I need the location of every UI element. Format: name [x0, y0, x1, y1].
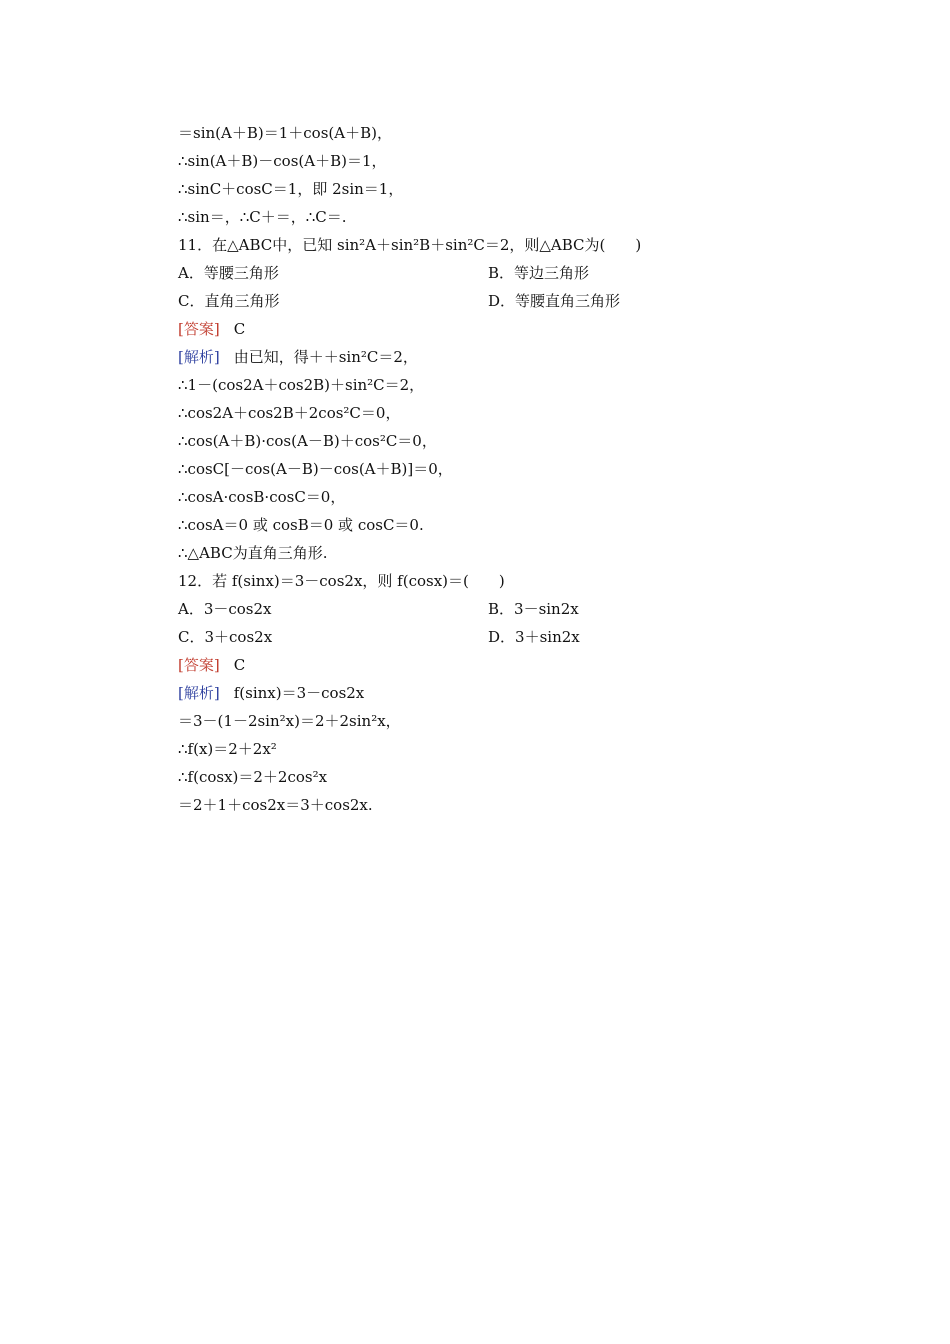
analysis-tag: [解析]: [178, 348, 220, 366]
option-d: D．等腰直角三角形: [488, 292, 621, 310]
option-c: C．3＋cos2x: [178, 628, 273, 646]
analysis-line: ∴cosC[－cos(A－B)－cos(A＋B)]＝0，: [178, 460, 453, 478]
option-b: B．等边三角形: [488, 264, 590, 282]
question-12-stem: 12．若 f(sinx)＝3－cos2x，则 f(cosx)＝( ): [178, 572, 505, 590]
text-line: ∴sinC＋cosC＝1，即 2sin＝1，: [178, 180, 404, 198]
text-line: ＝sin(A＋B)＝1＋cos(A＋B)，: [178, 124, 392, 142]
option-d: D．3＋sin2x: [488, 628, 580, 646]
option-a: A．3－cos2x: [178, 600, 272, 618]
answer-tag: [答案]: [178, 320, 220, 338]
analysis-line: ∴cosA＝0 或 cosB＝0 或 cosC＝0.: [178, 516, 424, 534]
question-11-answer: [178, 315, 798, 343]
analysis-line: ∴cos2A＋cos2B＋2cos²C＝0，: [178, 404, 401, 422]
analysis-line: ∴cosA·cosB·cosC＝0，: [178, 488, 346, 506]
question-11-options-row-2: [178, 287, 798, 315]
analysis-line: ∴△ABC为直角三角形.: [178, 544, 328, 562]
question-12-options-row-2: [178, 623, 798, 651]
question-11-analysis: [178, 343, 798, 371]
analysis-tag: [解析]: [178, 684, 220, 702]
analysis-text: f(sinx)＝3－cos2x: [233, 684, 365, 702]
answer-tag: [答案]: [178, 656, 220, 674]
answer-value: C: [233, 320, 246, 338]
option-a: A．等腰三角形: [178, 264, 279, 282]
option-c: C．直角三角形: [178, 292, 280, 310]
question-12-answer: [178, 651, 798, 679]
analysis-line: ∴1－(cos2A＋cos2B)＋sin²C＝2，: [178, 376, 425, 394]
answer-value: C: [233, 656, 246, 674]
analysis-line: ∴f(x)＝2＋2x²: [178, 740, 277, 758]
analysis-line: ∴f(cosx)＝2＋2cos²x: [178, 768, 328, 786]
document-content: [178, 119, 798, 819]
analysis-line: ＝2＋1＋cos2x＝3＋cos2x.: [178, 796, 373, 814]
text-line: ∴sin＝，∴C＋＝，∴C＝.: [178, 208, 347, 226]
analysis-line: ＝3－(1－2sin²x)＝2＋2sin²x，: [178, 712, 401, 730]
analysis-line: ∴cos(A＋B)·cos(A－B)＋cos²C＝0，: [178, 432, 437, 450]
option-b: B．3－sin2x: [488, 600, 579, 618]
text-line: ∴sin(A＋B)－cos(A＋B)＝1，: [178, 152, 387, 170]
question-12-options-row-1: [178, 595, 798, 623]
question-11-stem: 11．在△ABC中，已知 sin²A＋sin²B＋sin²C＝2，则△ABC为( ): [178, 236, 642, 254]
question-11-options-row-1: [178, 259, 798, 287]
analysis-text: 由已知，得＋＋sin²C＝2，: [233, 348, 418, 366]
question-12-analysis: [178, 679, 798, 707]
